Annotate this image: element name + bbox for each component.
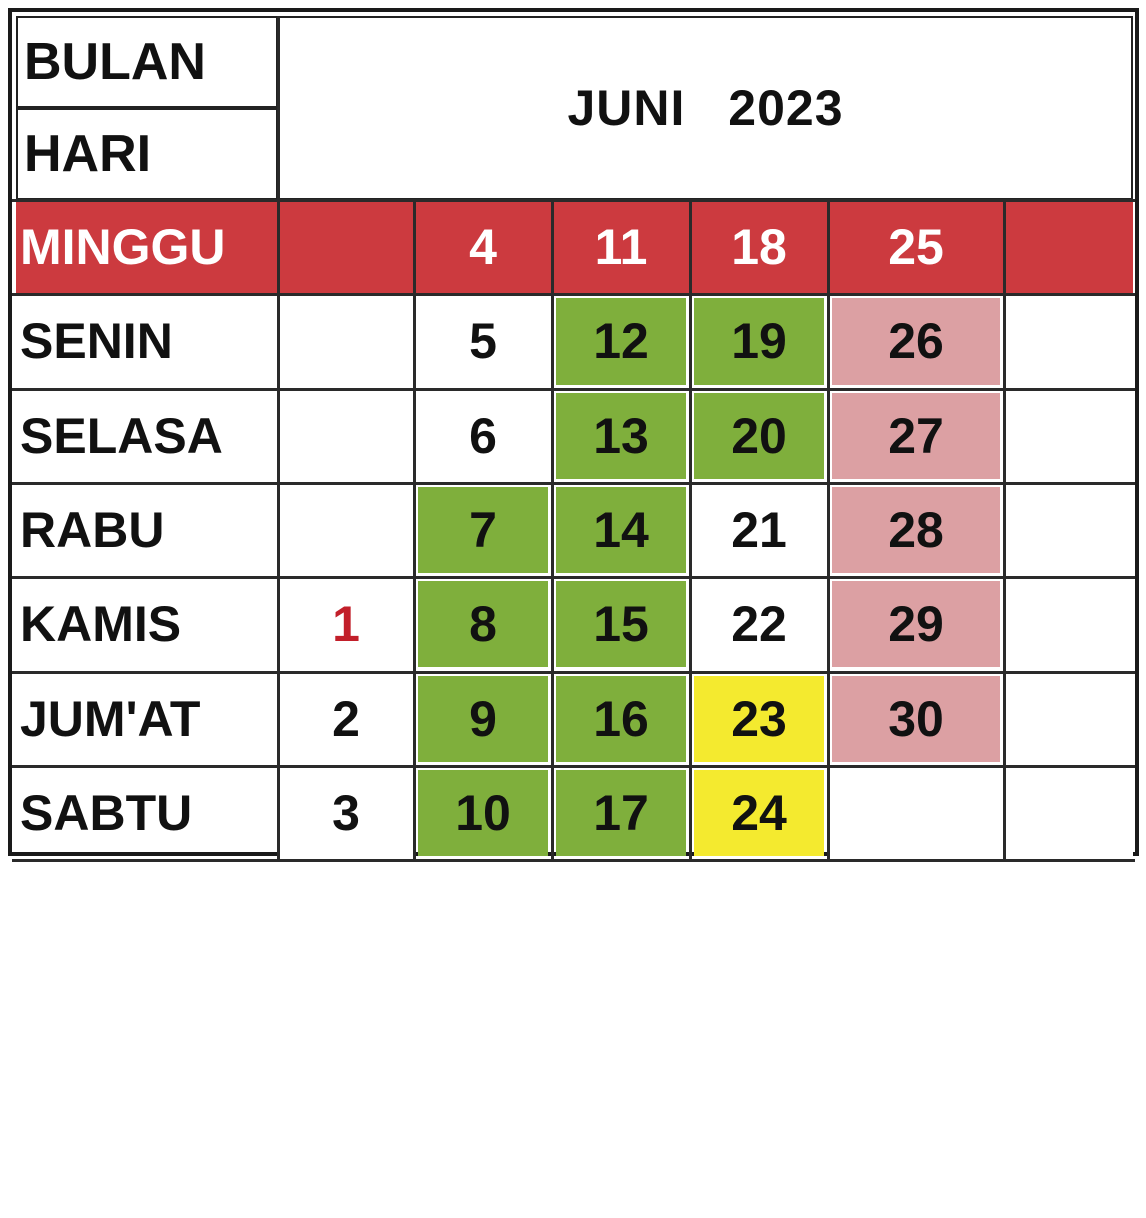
date-cell: 29 [832, 581, 1000, 667]
date-cell: 22 [690, 577, 828, 671]
empty-cell [1004, 389, 1133, 483]
date-cell: 8 [418, 581, 548, 667]
date-cell: 5 [414, 294, 552, 388]
june-2023-calendar [8, 8, 1139, 856]
date-cell: 13 [556, 393, 686, 479]
date-cell: 4 [414, 200, 552, 294]
grid-line-horizontal [12, 199, 1135, 202]
grid-line-vertical [413, 200, 416, 860]
grid-line-horizontal [12, 765, 1135, 768]
grid-line-vertical [827, 200, 830, 860]
row-label-kamis: KAMIS [20, 596, 182, 653]
row-label-minggu: MINGGU [16, 200, 278, 294]
empty-cell [1004, 766, 1133, 860]
month-title: JUNI 2023 [278, 16, 1133, 200]
grid-line-vertical [277, 16, 280, 860]
grid-line-horizontal [12, 859, 1135, 862]
empty-cell [1004, 577, 1133, 671]
grid-line-horizontal [12, 293, 1135, 296]
hari-label: HARI [16, 108, 278, 200]
date-cell: 23 [694, 676, 824, 762]
date-cell: 20 [694, 393, 824, 479]
date-cell: 7 [418, 487, 548, 573]
row-label-selasa: SELASA [20, 407, 223, 464]
date-cell: 19 [694, 298, 824, 384]
date-cell: 15 [556, 581, 686, 667]
date-cell: 2 [278, 672, 414, 766]
empty-cell [1004, 200, 1133, 294]
date-cell: 27 [832, 393, 1000, 479]
date-cell: 26 [832, 298, 1000, 384]
empty-cell [278, 200, 414, 294]
date-cell: 25 [828, 200, 1004, 294]
date-cell: 11 [552, 200, 690, 294]
row-label-senin: SENIN [20, 313, 173, 370]
date-cell: 1 [278, 577, 414, 671]
date-cell: 14 [556, 487, 686, 573]
row-label-sabtu: SABTU [20, 784, 193, 841]
empty-cell [278, 389, 414, 483]
date-cell: 30 [832, 676, 1000, 762]
date-cell: 28 [832, 487, 1000, 573]
bulan-label: BULAN [16, 16, 278, 108]
empty-cell [278, 294, 414, 388]
date-cell: 17 [556, 770, 686, 856]
date-cell: 18 [690, 200, 828, 294]
grid-line-vertical [689, 200, 692, 860]
empty-cell [1004, 483, 1133, 577]
date-cell: 10 [418, 770, 548, 856]
empty-cell [1004, 672, 1133, 766]
empty-cell [278, 483, 414, 577]
grid-line-horizontal [12, 671, 1135, 674]
date-cell: 6 [414, 389, 552, 483]
date-cell: 21 [690, 483, 828, 577]
date-cell: 24 [694, 770, 824, 856]
date-cell: 12 [556, 298, 686, 384]
date-cell: 9 [418, 676, 548, 762]
grid-line-horizontal [12, 482, 1135, 485]
row-label-rabu: RABU [20, 502, 165, 559]
grid-line-vertical [551, 200, 554, 860]
empty-cell [828, 766, 1004, 860]
date-cell: 16 [556, 676, 686, 762]
grid-line-horizontal [12, 388, 1135, 391]
grid-line-vertical [1003, 200, 1006, 860]
empty-cell [1004, 294, 1133, 388]
grid-line-horizontal [12, 576, 1135, 579]
row-label-jumat: JUM'AT [20, 690, 201, 747]
date-cell: 3 [278, 766, 414, 860]
